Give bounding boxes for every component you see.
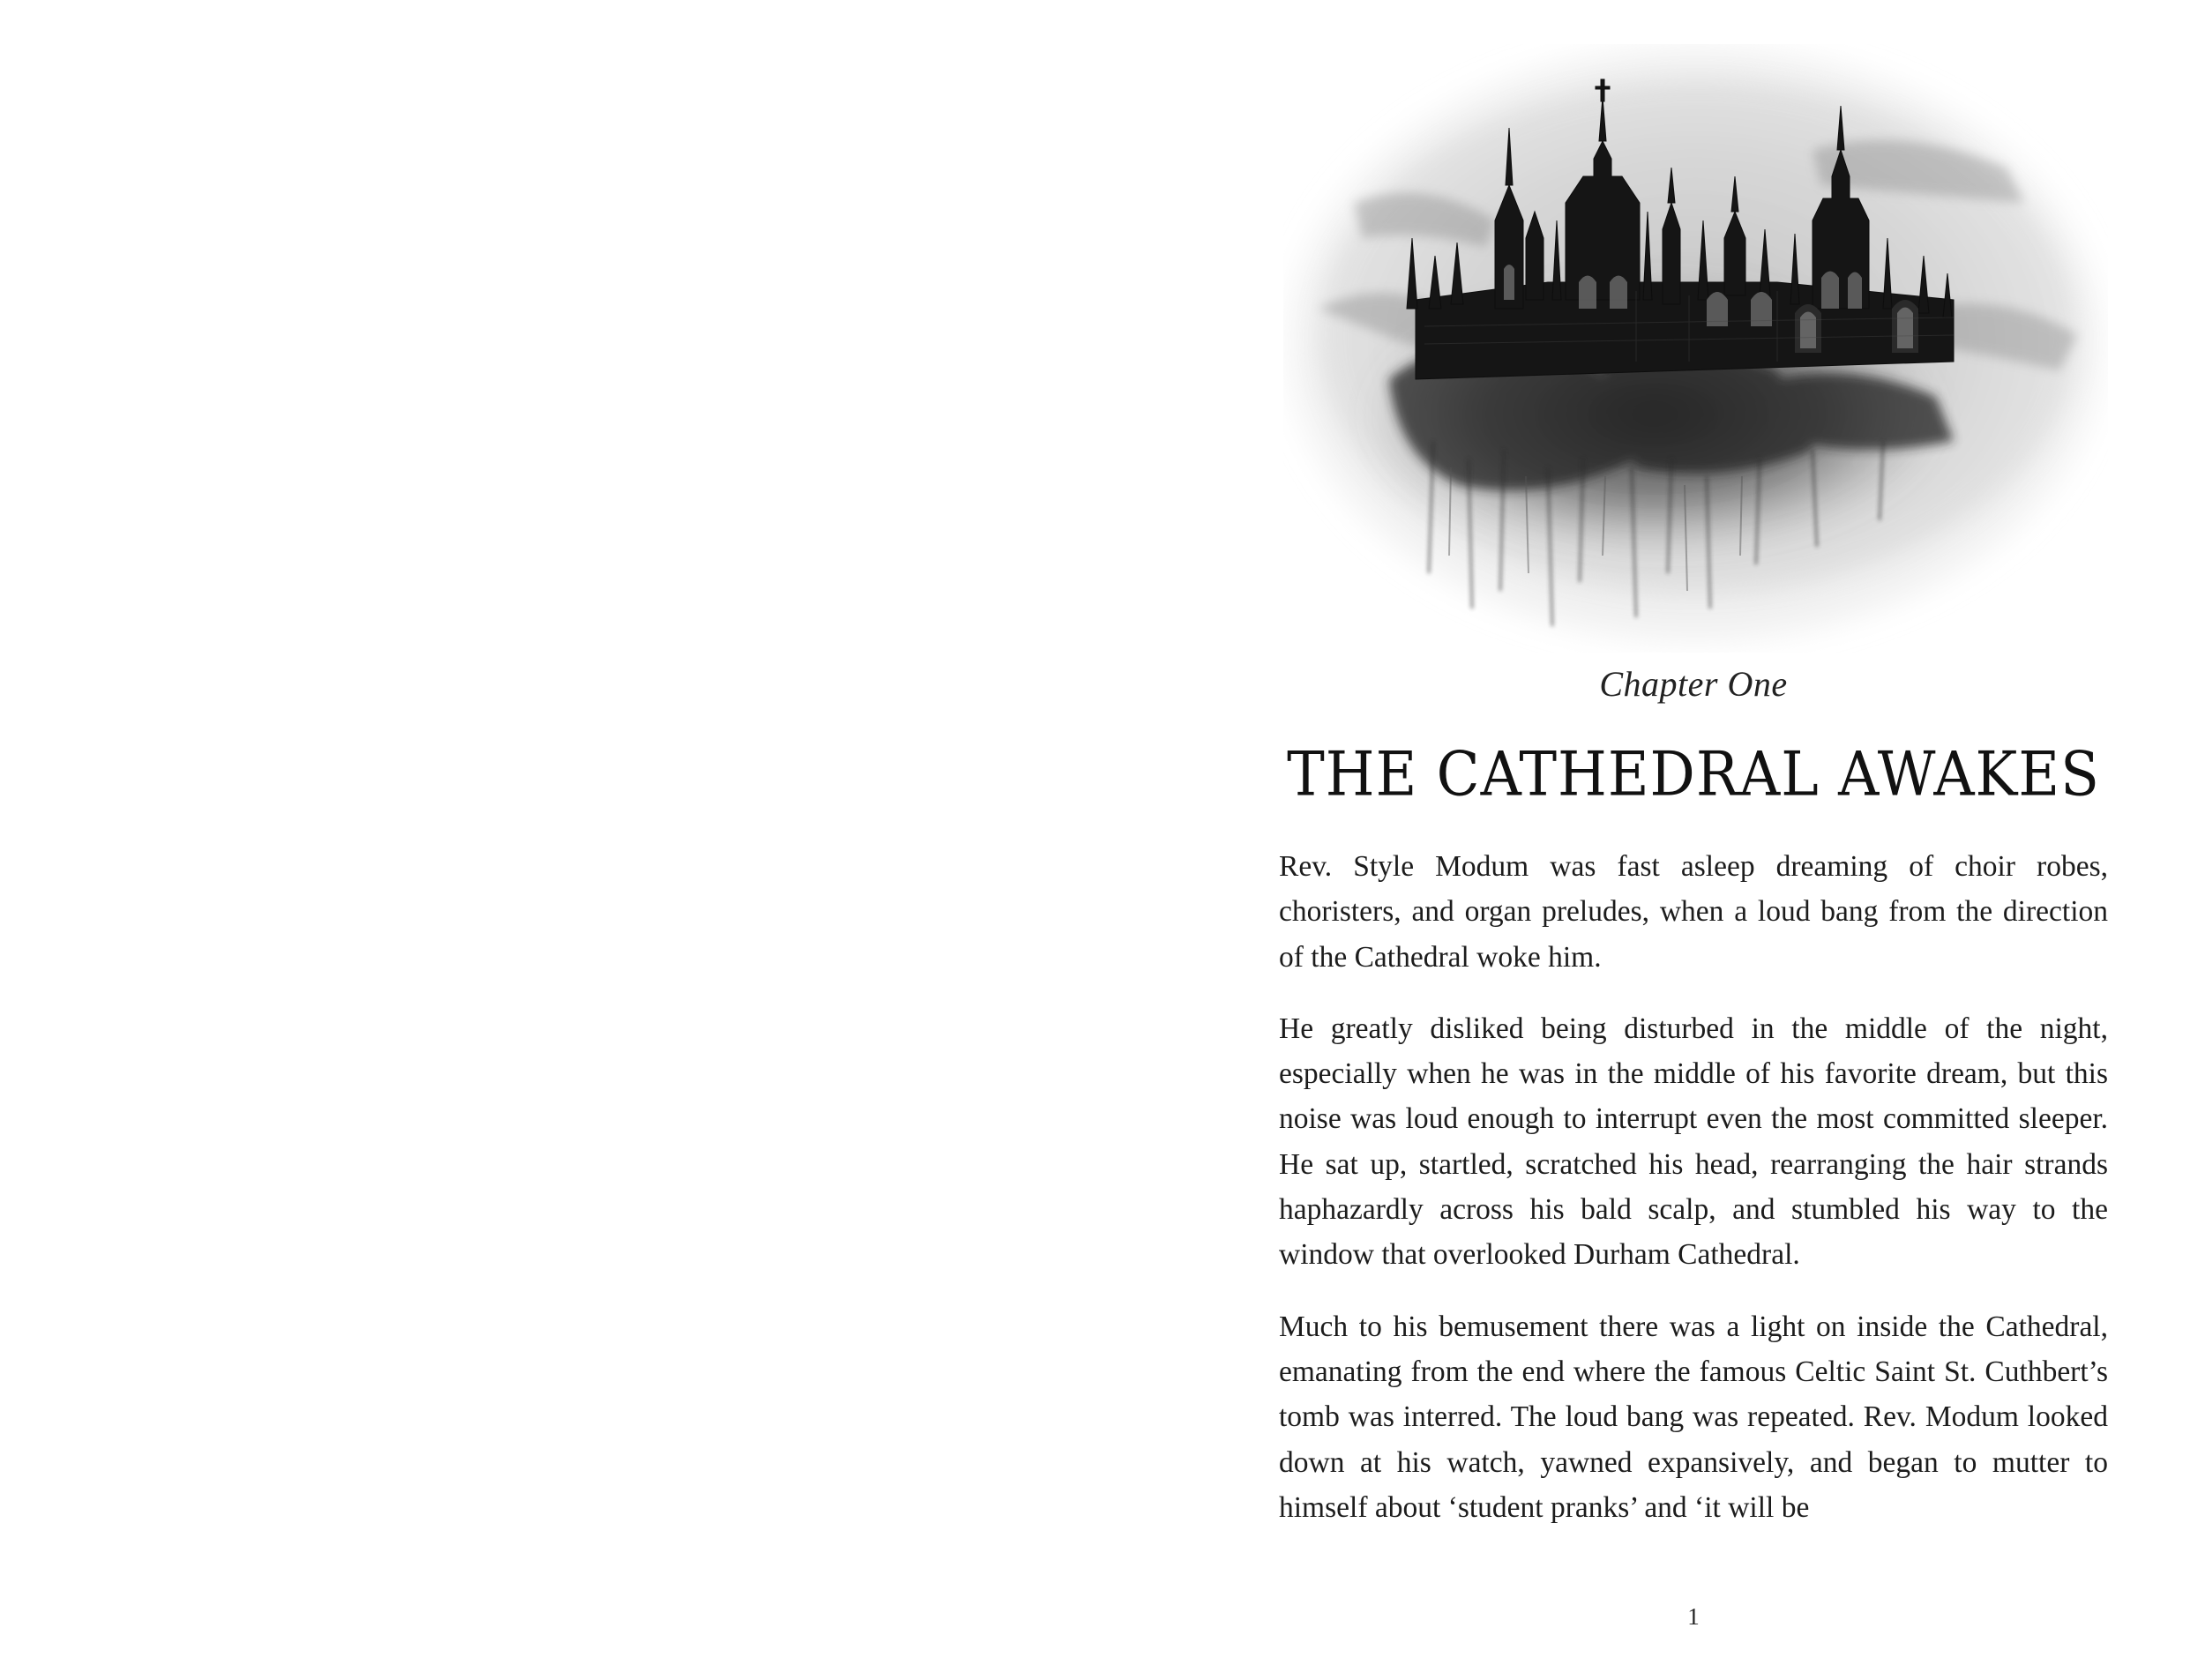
chapter-title: THE CATHEDRAL AWAKES	[1287, 740, 2100, 810]
page-number: 1	[1687, 1603, 1700, 1630]
left-page-blank	[0, 0, 1102, 1680]
chapter-number-label: Chapter One	[1599, 664, 1788, 704]
chapter-body	[1279, 844, 2108, 1557]
paragraph: Much to his bemusement there was a light on inside the Cathedral, emanating from the end where the famous Celtic Saint St. Cuthbert’s tomb was interred. The loud bang was repeated. Rev. Modum looked down at his watch, yawned expansively, and began to mutter to himself about ‘student pranks’ and ‘it will be	[1279, 1310, 2108, 1524]
paragraph: He greatly disliked being disturbed in the middle of the night, especially when he was in the middle of his favorite dream, but this noise was loud enough to interrupt even the most committed sleeper. He sat up, startled, scratched his head, rearranging the hair strands haphazardly across his bald scalp, and stumbled his way to the window that overlooked Durham Cathedral.	[1279, 1012, 2108, 1272]
paragraph: Rev. Style Modum was fast asleep dreaming of choir robes, choristers, and organ preludes, when a loud bang from the direction of the Cathedral woke him.	[1279, 850, 2108, 974]
cathedral-illustration	[1283, 44, 2108, 653]
